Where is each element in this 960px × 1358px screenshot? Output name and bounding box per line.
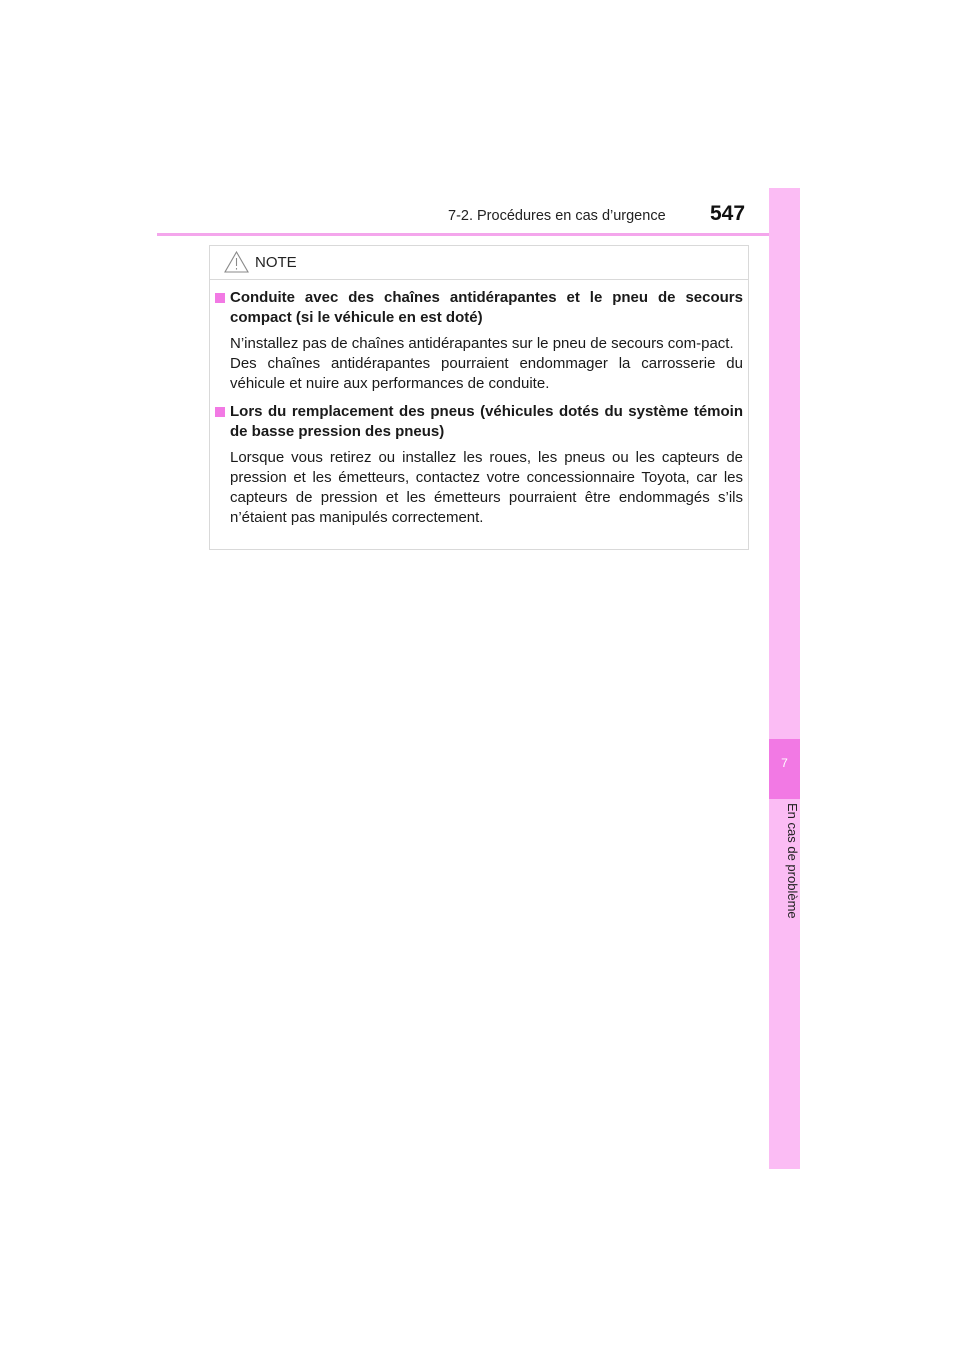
note-item-heading-text: Conduite avec des chaînes antidérapantes et le pneu de secours compact (si le véhicule en est doté) bbox=[230, 289, 743, 326]
note-item-body bbox=[230, 334, 743, 394]
page-number: 547 bbox=[710, 202, 746, 225]
note-box bbox=[209, 245, 749, 550]
note-item-heading-text: Lors du remplacement des pneus (véhicules dotés du système témoin de basse pression des pneus) bbox=[230, 403, 743, 440]
chapter-title: En cas de problème bbox=[785, 803, 800, 919]
note-title: NOTE bbox=[255, 254, 297, 271]
chapter-side-tab bbox=[769, 188, 800, 1169]
square-bullet-icon bbox=[215, 293, 225, 303]
note-paragraph: Des chaînes antidérapantes pourraient endommager la carrosserie du véhicule et nuire aux performances de conduite. bbox=[230, 355, 743, 392]
warning-triangle-icon bbox=[224, 251, 249, 273]
note-item-heading bbox=[215, 402, 743, 442]
note-item-heading bbox=[215, 288, 743, 328]
note-item bbox=[215, 402, 743, 528]
square-bullet-icon bbox=[215, 407, 225, 417]
note-content bbox=[215, 288, 743, 536]
note-header bbox=[210, 246, 748, 280]
page-header bbox=[0, 0, 960, 240]
note-paragraph: Lorsque vous retirez ou installez les roues, les pneus ou les capteurs de pression et les émetteurs, contactez votre concessionnaire Toyota, car les capteurs de pression et les émetteurs pourraient être endommagés s’ils n’étaient pas manipulés correctement. bbox=[230, 449, 743, 526]
note-item-body bbox=[230, 448, 743, 528]
chapter-number: 7 bbox=[781, 756, 788, 770]
note-paragraph: N’installez pas de chaînes antidérapantes sur le pneu de secours com-pact. bbox=[230, 335, 734, 352]
header-divider bbox=[157, 233, 799, 236]
note-item bbox=[215, 288, 743, 394]
section-title: 7-2. Procédures en cas d’urgence bbox=[448, 208, 666, 224]
